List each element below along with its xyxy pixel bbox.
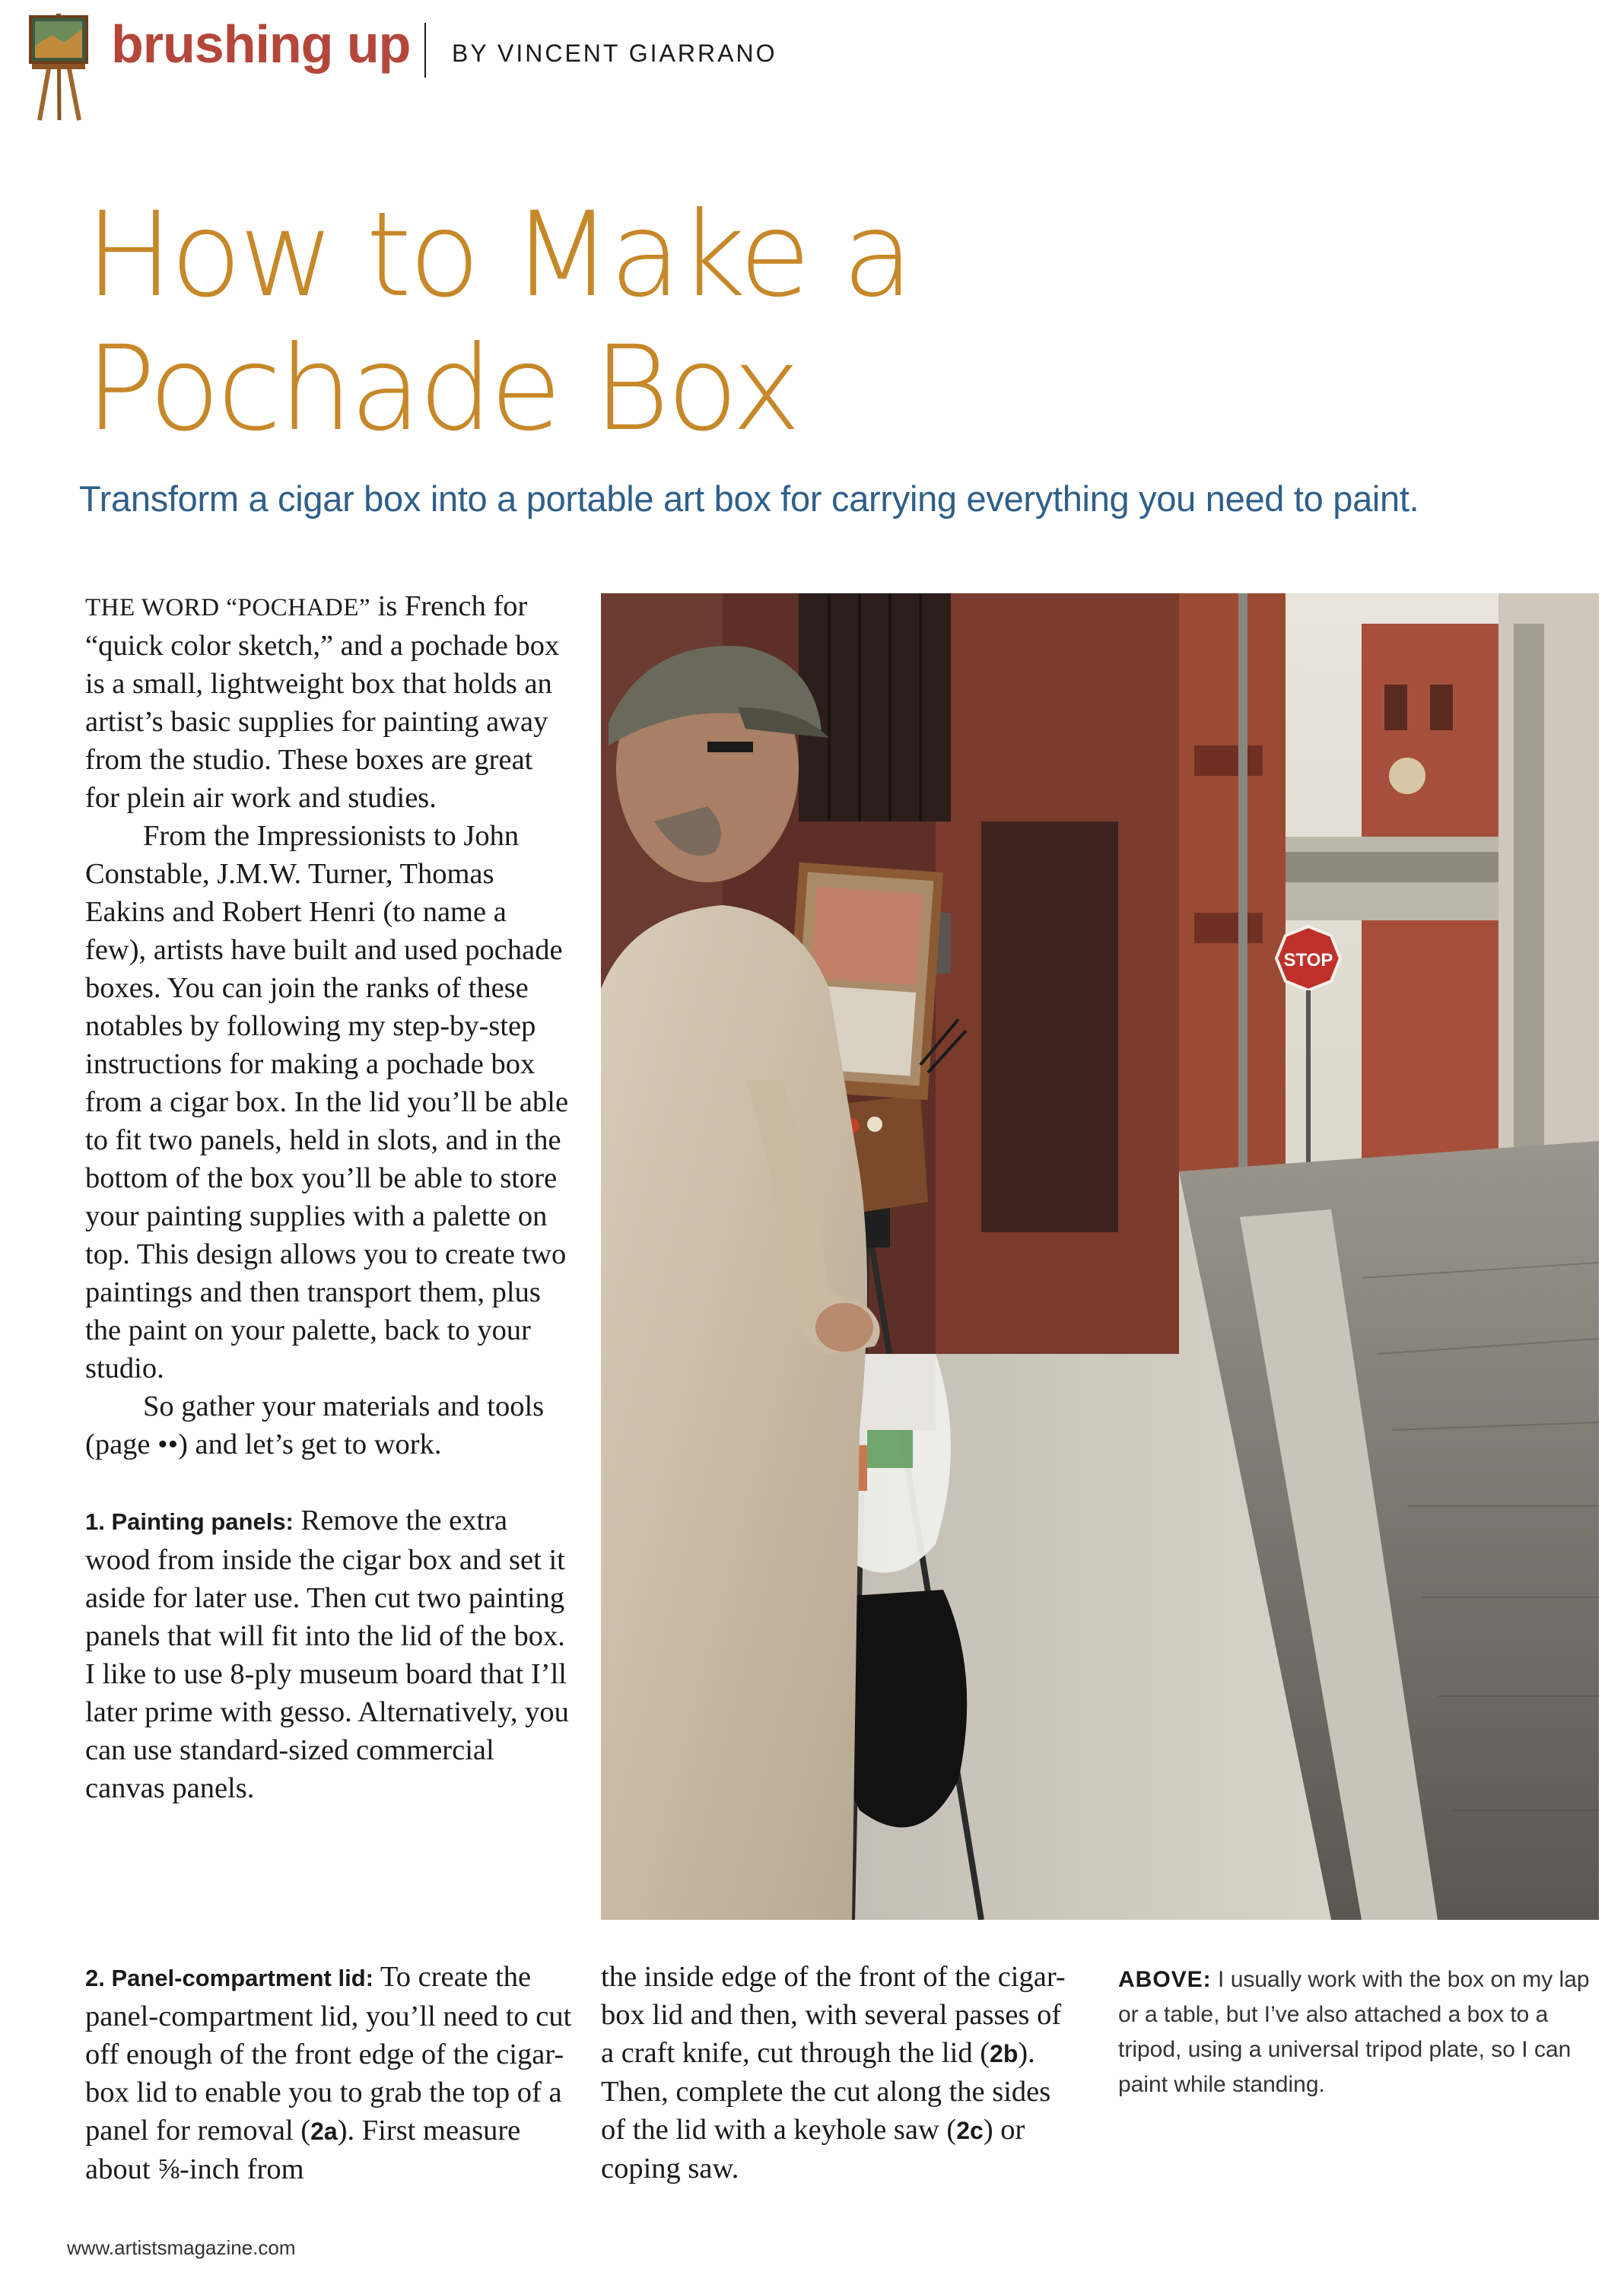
step-2-text-c: ). Then, complete the cut along the sides of the lid with a keyhole saw ( [601,2037,1051,2146]
photo-caption [1118,1962,1597,2102]
body-column-2 [601,1958,1073,2188]
stop-sign-text: STOP [1283,950,1333,971]
body-column-1-bottom [85,1958,580,2188]
header-divider [424,23,426,78]
easel-icon [24,6,93,122]
article-deck: Transform a cigar box into a portable art box for carrying everything you need to paint. [79,478,1419,519]
lead-in: THE WORD “POCHADE” [85,594,371,621]
intro-paragraph-2: From the Impressionists to John Constable, J.M.W. Turner, Thomas Eakins and Robert Henri (to name a few), artists have built and used pochade boxes. You can join the ranks of these notables by following my step-by-step instructions for making a pochade box from a cigar box. In the lid you’ll be able to fit two panels, held in slots, and in the bottom of the box you’ll be able to store your painting supplies with a palette on top. This design allows you to create two paintings and then transport them, plus the paint on your palette, back to your studio. [85,820,569,1384]
step-2 [85,1958,580,2188]
body-column-1 [85,587,572,1807]
step-2-text-b: ). First measure about ⅝-inch from [85,2115,521,2185]
footer-url: www.artistsmagazine.com [67,2236,296,2259]
step-2-text-b-continued: the inside edge of the front of the cigar-box lid and then, with several passes of a craft knife, cut through the lid ( [601,1961,1066,2069]
title-line-1: How to Make a [85,187,911,323]
step-1 [85,1501,572,1807]
byline: BY VINCENT GIARRANO [452,40,777,67]
artist-painting-photo [601,593,1599,1920]
intro-paragraph-1 [85,587,572,817]
step-1-text: Remove the extra wood from inside the cigar box and set it aside for later use. Then cut two painting panels that will fit into the lid of the box. I like to use 8-ply museum board that I’ll later prime with gesso. Alternatively, you can use standard-sized commercial canvas panels. [85,1505,569,1804]
title-line-2: Pochade Box [85,321,799,457]
intro-paragraph-3: So gather your materials and tools (page ••) and let’s get to work. [85,1390,545,1460]
article-title [85,189,1530,456]
step-2-text-d: ) or coping saw. [601,2114,1025,2185]
ref-2b: 2b [990,2040,1019,2067]
caption-label: ABOVE: [1118,1967,1212,1992]
section-name: brushing up [111,14,411,74]
caption-text: I usually work with the box on my lap or a table, but I’ve also attached a box to a tripod, using a universal tripod plate, so I can paint while standing. [1118,1967,1590,2097]
step-2-text-a: To create the panel-compartment lid, you’ll need to cut off enough of the front edge of the cigar-box lid to enable you to grab the top of a panel for removal ( [85,1961,572,2146]
intro-paragraph-1-text: is French for “quick color sketch,” and a pochade box is a small, lightweight box that holds an artist’s basic supplies for painting away from the studio. These boxes are great for plein air work and studies. [85,590,560,814]
step-1-heading: 1. Painting panels: [85,1508,294,1535]
step-2-heading: 2. Panel-compartment lid: [85,1965,373,1991]
ref-2c: 2c [956,2117,984,2144]
step-2-continued [601,1958,1073,2188]
ref-2a: 2a [310,2118,338,2145]
